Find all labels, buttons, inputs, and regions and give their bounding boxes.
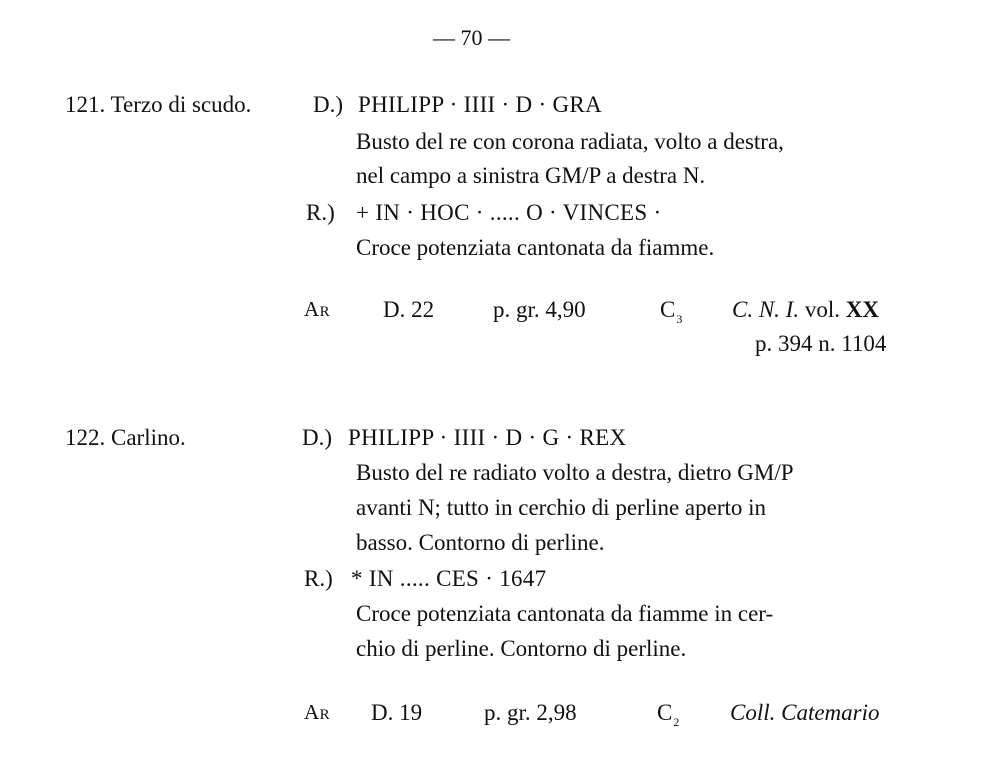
obverse-description-line: avanti N; tutto in cerchio di perline aperto in: [356, 495, 767, 520]
reverse-legend: + IN · HOC · ..... O · VINCES ·: [356, 200, 662, 225]
diameter: D. 19: [371, 700, 423, 725]
obverse-description-line: Busto del re con corona radiata, volto a destra,: [356, 129, 784, 154]
reverse-label: R.): [304, 566, 333, 591]
obverse-label: D.): [302, 425, 333, 450]
metal-symbol: AR: [304, 297, 331, 321]
page-number: — 70 —: [433, 25, 510, 50]
weight: p. gr. 2,98: [484, 700, 577, 725]
reverse-label: R.): [306, 200, 335, 225]
reverse-description-line: chio di perline. Contorno di perline.: [356, 636, 687, 661]
diameter: D. 22: [383, 297, 435, 322]
rarity: $C_3$: [660, 297, 683, 326]
entry-number-title: 122. Carlino.: [65, 425, 186, 450]
obverse-legend: PHILIPP · IIII · D · GRA: [358, 92, 602, 117]
obverse-description-line: Busto del re radiato volto a destra, dietro GM/P: [356, 460, 794, 485]
obverse-description-line: basso. Contorno di perline.: [356, 530, 605, 555]
obverse-label: D.): [313, 92, 344, 117]
reference: C. N. I. vol. XX: [732, 297, 879, 322]
entry-number-title: 121. Terzo di scudo.: [65, 92, 252, 117]
reference: Coll. Catemario: [730, 700, 880, 725]
reference-line-2: p. 394 n. 1104: [755, 331, 887, 356]
reverse-description-line: Croce potenziata cantonata da fiamme.: [356, 235, 715, 260]
obverse-description-line: nel campo a sinistra GM/P a destra N.: [356, 163, 706, 188]
weight: p. gr. 4,90: [493, 297, 586, 322]
metal-symbol: AR: [304, 700, 331, 724]
reverse-description-line: Croce potenziata cantonata da fiamme in cer-: [356, 601, 774, 626]
obverse-legend: PHILIPP · IIII · D · G · REX: [348, 425, 627, 450]
rarity: $C_2$: [657, 700, 680, 729]
reverse-legend: * IN ..... CES · 1647: [351, 566, 547, 591]
